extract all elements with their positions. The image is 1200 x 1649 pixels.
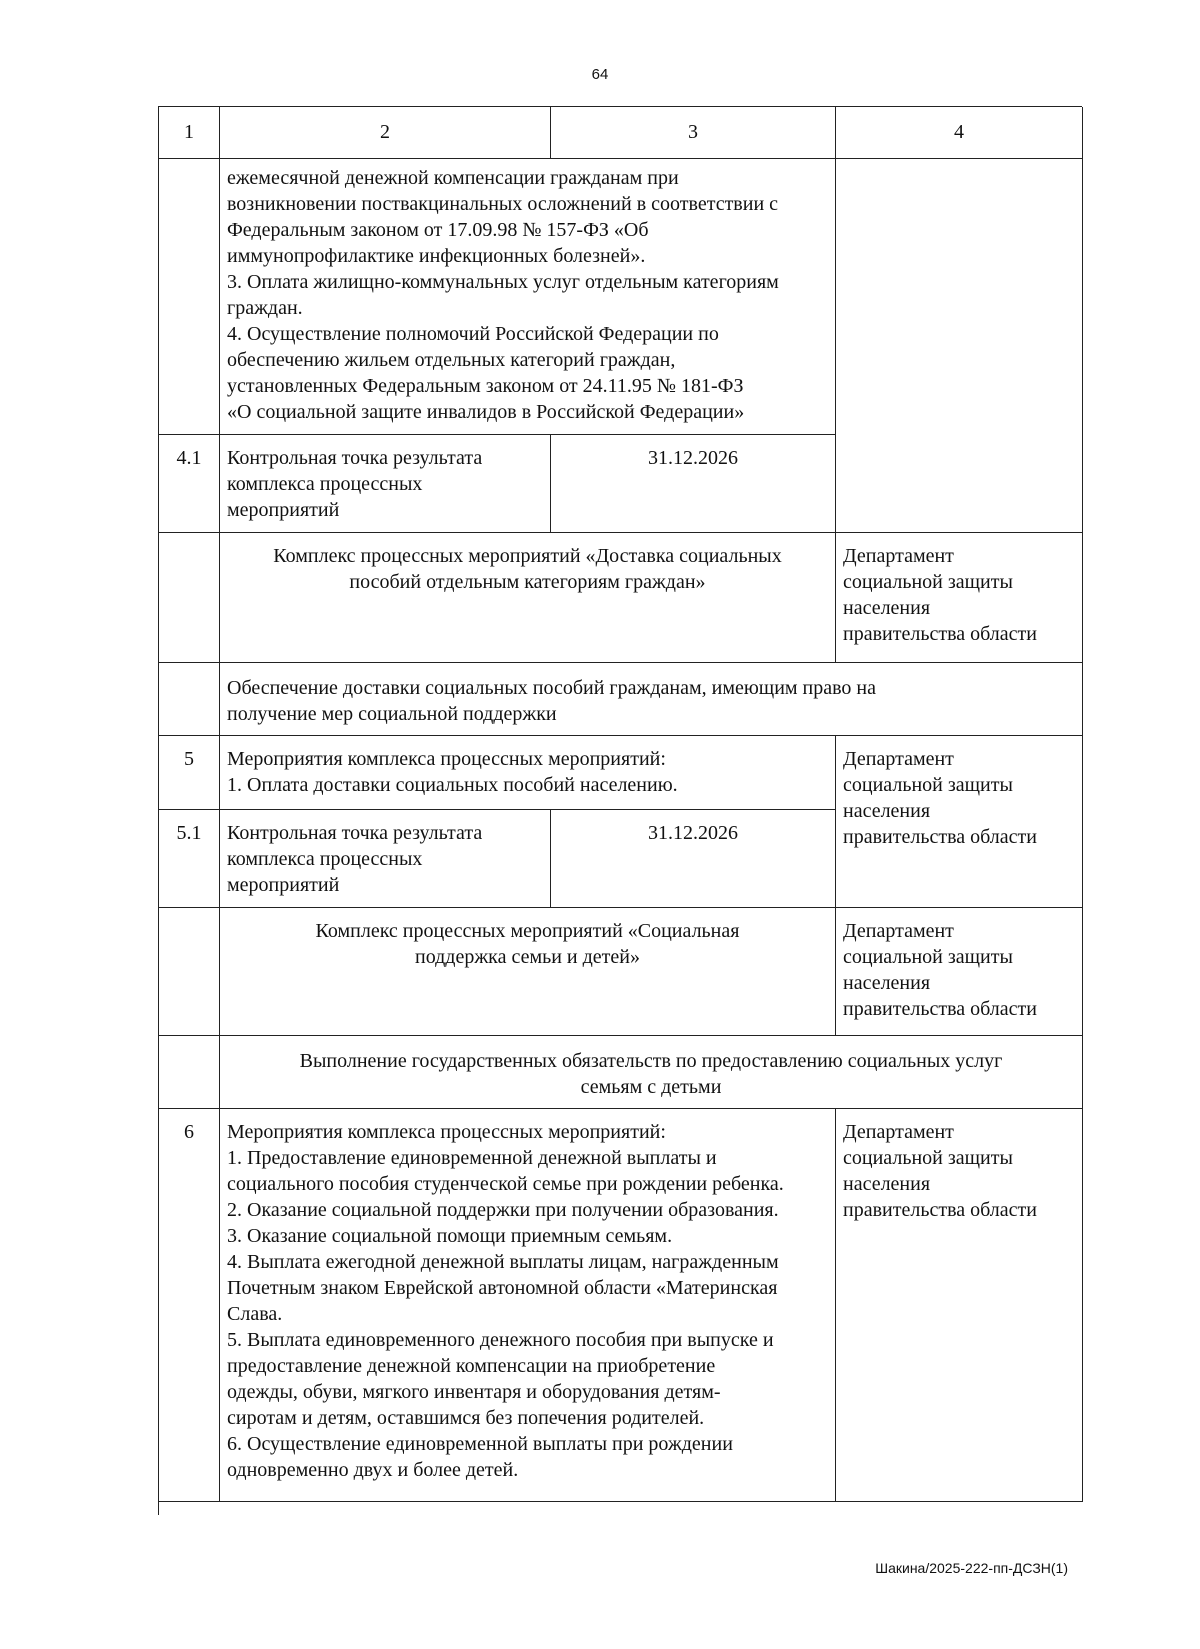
complex-family-resp: Департамент социальной защиты населения правительства области	[836, 908, 1083, 1036]
row-5-1-text: Контрольная точка результата комплекса процессных мероприятий	[220, 810, 551, 908]
row-4-1-num: 4.1	[159, 435, 220, 533]
row-5-num: 5	[159, 736, 220, 810]
task-family-num	[159, 1036, 220, 1109]
row-5-text: Мероприятия комплекса процессных мероприятий: 1. Оплата доставки социальных пособий населению.	[220, 736, 836, 810]
task-delivery-num	[159, 663, 220, 736]
complex-family-title: Комплекс процессных мероприятий «Социальная поддержка семьи и детей»	[220, 908, 836, 1036]
header-col-3: 3	[551, 107, 836, 159]
row-cont-resp	[836, 159, 1083, 533]
row-4-1-date: 31.12.2026	[551, 435, 836, 533]
complex-delivery-resp: Департамент социальной защиты населения правительства области	[836, 533, 1083, 663]
complex-delivery-num	[159, 533, 220, 663]
row-6-num: 6	[159, 1109, 220, 1502]
header-col-4: 4	[836, 107, 1083, 159]
row-5-resp: Департамент социальной защиты населения правительства области	[836, 736, 1083, 908]
task-delivery-text: Обеспечение доставки социальных пособий гражданам, имеющим право на получение мер социальной поддержки	[220, 663, 1083, 736]
row-5-1-num: 5.1	[159, 810, 220, 908]
document-code: Шакина/2025-222-пп-ДСЗН(1)	[875, 1560, 1068, 1576]
header-col-2: 2	[220, 107, 551, 159]
row-6-text: Мероприятия комплекса процессных мероприятий: 1. Предоставление единовременной денежной выплаты и социального пособия студенческой семье при рождении ребенка. 2. Оказание социальной поддержки при получении образования. 3. Оказание социальной помощи приемным семьям. 4. Выплата ежегодной денежной выплаты лицам, награжденным Почетным знаком Еврейской автономной области «Материнская Слава. 5. Выплата единовременного денежного пособия при выпуске и предоставление денежной компенсации на приобретение одежды, обуви, мягкого инвентаря и оборудования детям- сиротам и детям, оставшимся без попечения родителей. 6. Осуществление единовременной выплаты при рождении одновременно двух и более детей.	[220, 1109, 836, 1502]
row-cont-num	[159, 159, 220, 435]
complex-delivery-title: Комплекс процессных мероприятий «Доставка социальных пособий отдельным категориям граждан»	[220, 533, 836, 663]
row-6-resp: Департамент социальной защиты населения правительства области	[836, 1109, 1083, 1502]
page-number: 64	[591, 66, 609, 83]
row-4-1-text: Контрольная точка результата комплекса процессных мероприятий	[220, 435, 551, 533]
task-family-text: Выполнение государственных обязательств по предоставлению социальных услуг семьям с детьми	[220, 1036, 1083, 1109]
measures-table	[158, 106, 1082, 1515]
complex-family-num	[159, 908, 220, 1036]
row-5-1-date: 31.12.2026	[551, 810, 836, 908]
header-col-1: 1	[159, 107, 220, 159]
row-cont-text: ежемесячной денежной компенсации гражданам при возникновении поствакцинальных осложнений в соответствии с Федеральным законом от 17.09.98 № 157-ФЗ «Об иммунопрофилактике инфекционных болезней». 3. Оплата жилищно-коммунальных услуг отдельным категориям граждан. 4. Осуществление полномочий Российской Федерации по обеспечению жильем отдельных категорий граждан, установленных Федеральным законом от 24.11.95 № 181-ФЗ «О социальной защите инвалидов в Российской Федерации»	[220, 159, 836, 435]
